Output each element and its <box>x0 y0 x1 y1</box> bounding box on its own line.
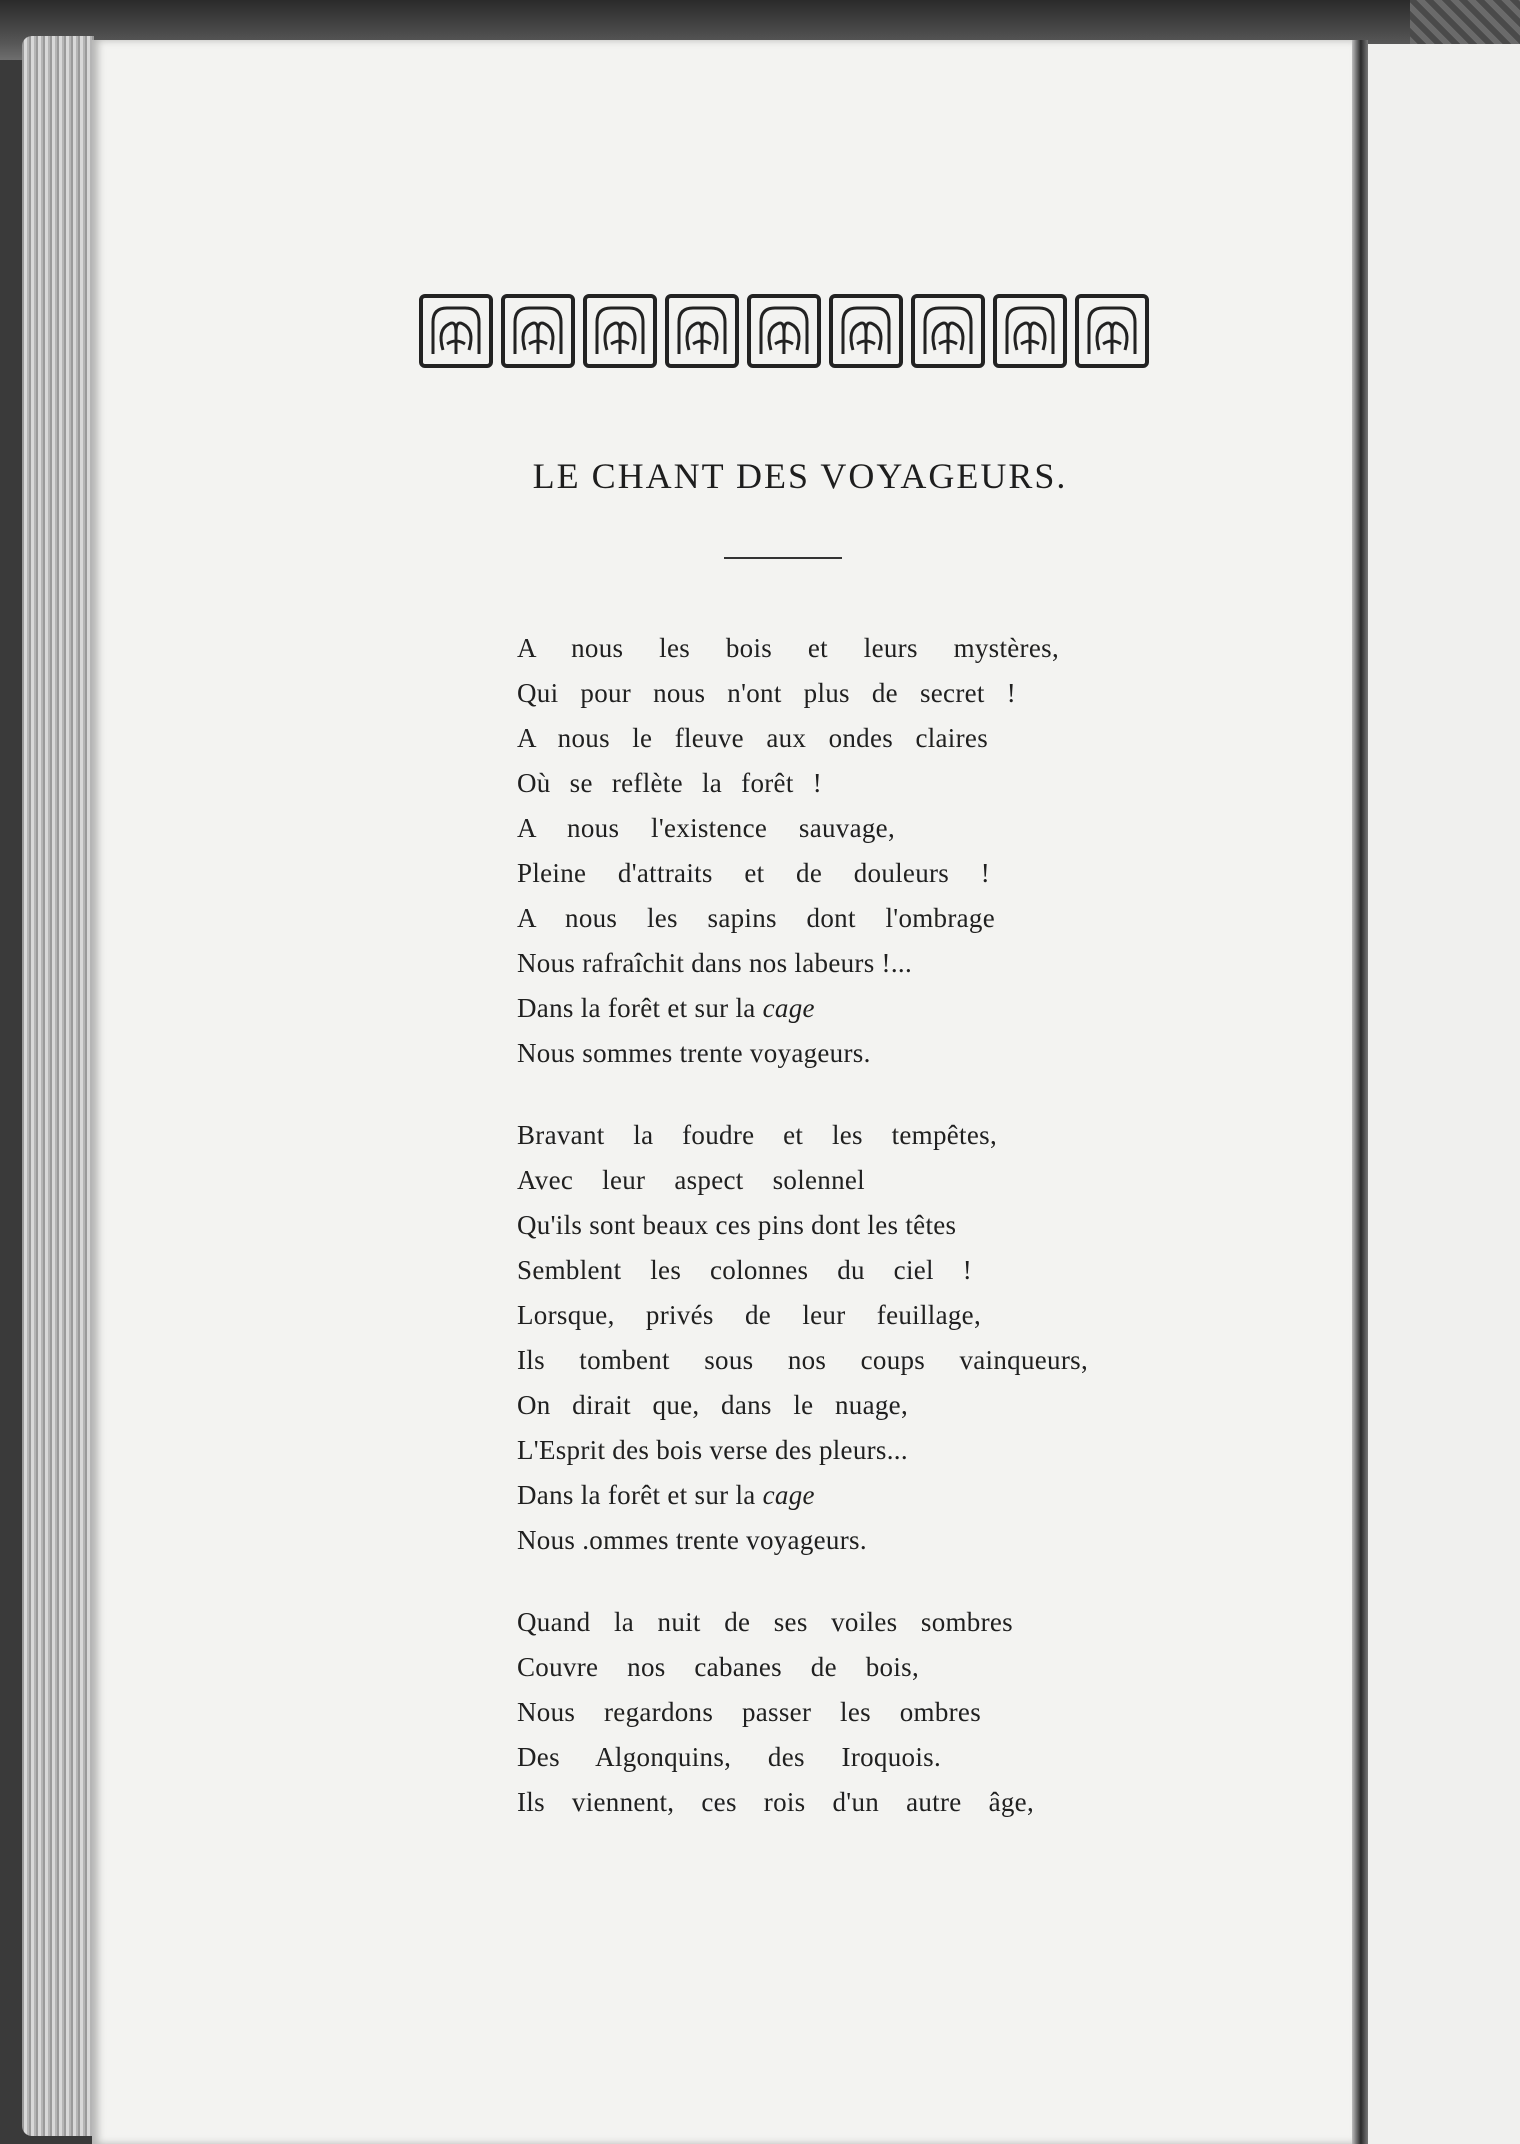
verse-line: Qu'ils sont beaux ces pins dont les têtes <box>517 1210 957 1240</box>
verse-line: Qui pour nous n'ont plus de secret ! <box>517 678 1016 708</box>
art-nouveau-floral-tile-icon <box>747 294 821 368</box>
verse-line: A nous le fleuve aux ondes claires <box>517 723 988 753</box>
right-page-edge <box>1368 44 1520 2144</box>
stanza-2 <box>517 1113 1157 1563</box>
page-stack-edges <box>22 36 94 2136</box>
poem-body <box>517 626 1157 1825</box>
ornamental-header-band <box>419 294 1149 370</box>
art-nouveau-floral-tile-icon <box>993 294 1067 368</box>
art-nouveau-floral-tile-icon <box>419 294 493 368</box>
art-nouveau-floral-tile-icon <box>911 294 985 368</box>
art-nouveau-floral-tile-icon <box>583 294 657 368</box>
verse-line: Semblent les colonnes du ciel ! <box>517 1255 972 1285</box>
verse-line: Où se reflète la forêt ! <box>517 768 822 798</box>
verse-line: Couvre nos cabanes de bois, <box>517 1652 919 1682</box>
verse-line: Bravant la foudre et les tempêtes, <box>517 1120 997 1150</box>
verse-line: Avec leur aspect solennel <box>517 1165 865 1195</box>
verse-line: On dirait que, dans le nuage, <box>517 1390 908 1420</box>
verse-line-refrain <box>517 986 1157 1031</box>
verse-line: Ils tombent sous nos coups vainqueurs, <box>517 1345 1088 1375</box>
verse-line-refrain <box>517 1473 1157 1518</box>
verse-line: A nous les sapins dont l'ombrage <box>517 903 995 933</box>
italic-cage: cage <box>762 993 815 1023</box>
art-nouveau-floral-tile-icon <box>1075 294 1149 368</box>
verse-line: Nous regardons passer les ombres <box>517 1697 981 1727</box>
art-nouveau-floral-tile-icon <box>665 294 739 368</box>
verse-line: A nous l'existence sauvage, <box>517 813 895 843</box>
verse-line: Ils viennent, ces rois d'un autre âge, <box>517 1787 1034 1817</box>
stanza-3 <box>517 1600 1157 1825</box>
verse-line: Pleine d'attraits et de douleurs ! <box>517 858 990 888</box>
verse-line: A nous les bois et leurs mystères, <box>517 633 1059 663</box>
verse-line: Nous .ommes trente voyageurs. <box>517 1525 867 1555</box>
verse-line: L'Esprit des bois verse des pleurs... <box>517 1435 908 1465</box>
refrain-text: Dans la forêt et sur la <box>517 1480 763 1510</box>
verse-line: Lorsque, privés de leur feuillage, <box>517 1300 981 1330</box>
verse-line: Nous sommes trente voyageurs. <box>517 1038 871 1068</box>
art-nouveau-floral-tile-icon <box>829 294 903 368</box>
verse-line: Des Algonquins, des Iroquois. <box>517 1742 941 1772</box>
title-rule <box>724 557 842 559</box>
stanza-1 <box>517 626 1157 1076</box>
refrain-text: Dans la forêt et sur la <box>517 993 763 1023</box>
art-nouveau-floral-tile-icon <box>501 294 575 368</box>
book-gutter <box>1352 40 1368 2144</box>
italic-cage: cage <box>762 1480 815 1510</box>
verse-line: Quand la nuit de ses voiles sombres <box>517 1607 1013 1637</box>
verse-line: Nous rafraîchit dans nos labeurs !... <box>517 948 912 978</box>
page-title: LE CHANT DES VOYAGEURS. <box>532 456 1068 496</box>
